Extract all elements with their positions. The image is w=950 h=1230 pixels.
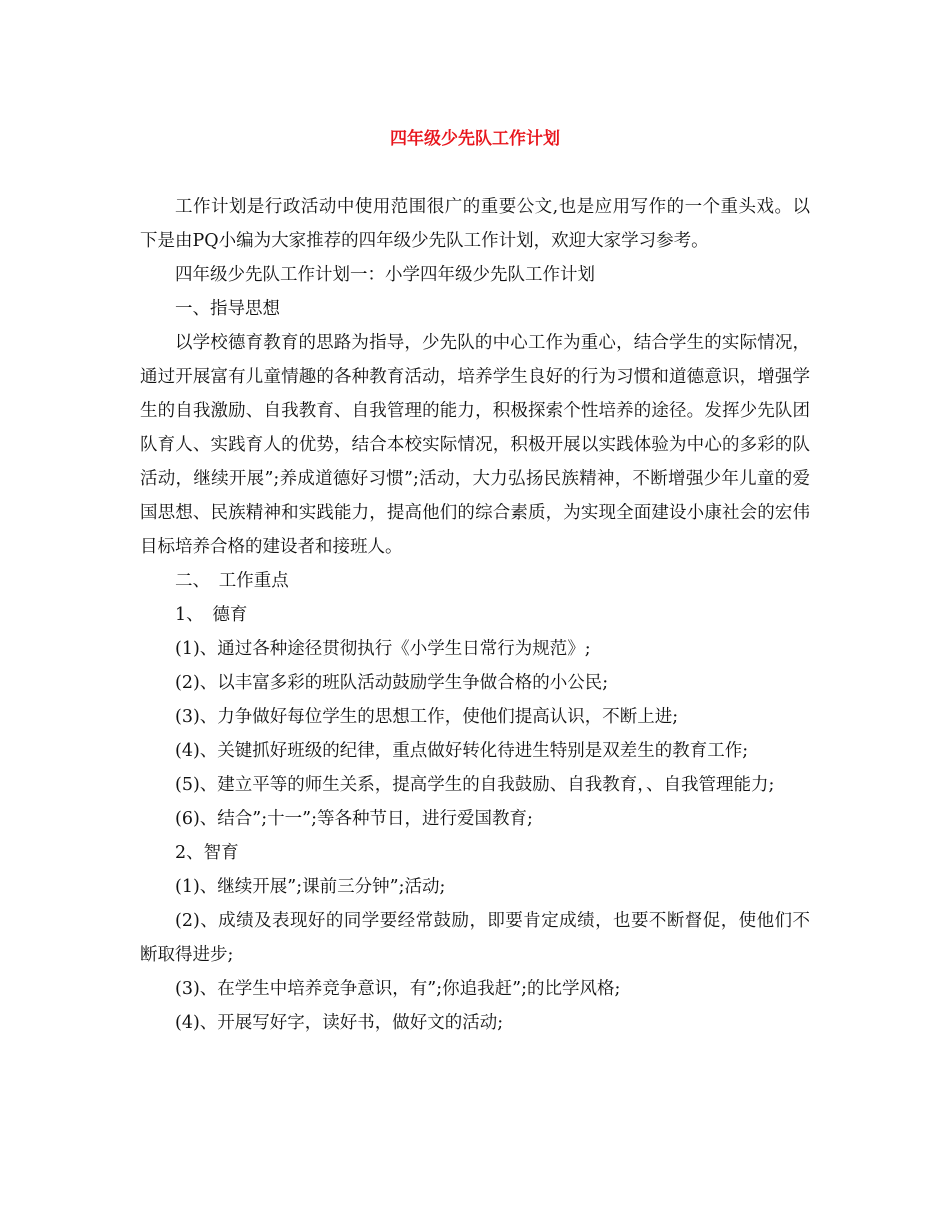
list-item: (5)、建立平等的师生关系，提高学生的自我鼓励、自我教育，、自我管理能力;	[175, 775, 775, 795]
section-heading: 二、 工作重点	[175, 571, 289, 591]
plan-heading: 四年级少先队工作计划一：小学四年级少先队工作计划	[175, 265, 595, 285]
list-item: (4)、开展写好字，读好书，做好文的活动;	[175, 1013, 504, 1033]
list-item: (3)、力争做好每位学生的思想工作，使他们提高认识，不断上进;	[175, 707, 679, 727]
list-item: (3)、在学生中培养竞争意识，有”;你追我赶”;的比学风格;	[175, 979, 621, 999]
body-paragraph: 以学校德育教育的思路为指导，少先队的中心工作为重心，结合学生的实际情况，通过开展富有儿童情趣的各种教育活动，培养学生良好的行为习惯和道德意识，增强学生的自我激励、自我教育、自我管理的能力，积极探索个性培养的途径。发挥少先队团队育人、实践育人的优势，结合本校实际情况，积极开展以实践体验为中心的多彩的队活动，继续开展”;养成道德好习惯”;活动，大力弘扬民族精神，不断增强少年儿童的爱国思想、民族精神和实践能力，提高他们的综合素质，为实现全面建设小康社会的宏伟目标培养合格的建设者和接班人。	[140, 333, 810, 557]
subsection-heading: 2、智育	[175, 843, 239, 863]
intro-paragraph: 工作计划是行政活动中使用范围很广的重要公文,也是应用写作的一个重头戏。以下是由PQ小编为大家推荐的四年级少先队工作计划，欢迎大家学习参考。	[140, 197, 810, 251]
document-title: 四年级少先队工作计划	[390, 129, 560, 149]
list-item: (4)、关键抓好班级的纪律，重点做好转化待进生特别是双差生的教育工作;	[175, 741, 749, 761]
document-body	[140, 190, 810, 1040]
list-item: (2)、成绩及表现好的同学要经常鼓励，即要肯定成绩，也要不断督促，使他们不断取得进步;	[140, 911, 810, 965]
list-item: (6)、结合”;十一”;等各种节日，进行爱国教育;	[175, 809, 533, 829]
list-item: (1)、继续开展”;课前三分钟”;活动;	[175, 877, 446, 897]
subsection-heading: 1、 德育	[175, 605, 248, 625]
list-item: (1)、通过各种途径贯彻执行《小学生日常行为规范》;	[175, 639, 591, 659]
list-item: (2)、以丰富多彩的班队活动鼓励学生争做合格的小公民;	[175, 673, 609, 693]
section-heading: 一、指导思想	[175, 299, 280, 319]
